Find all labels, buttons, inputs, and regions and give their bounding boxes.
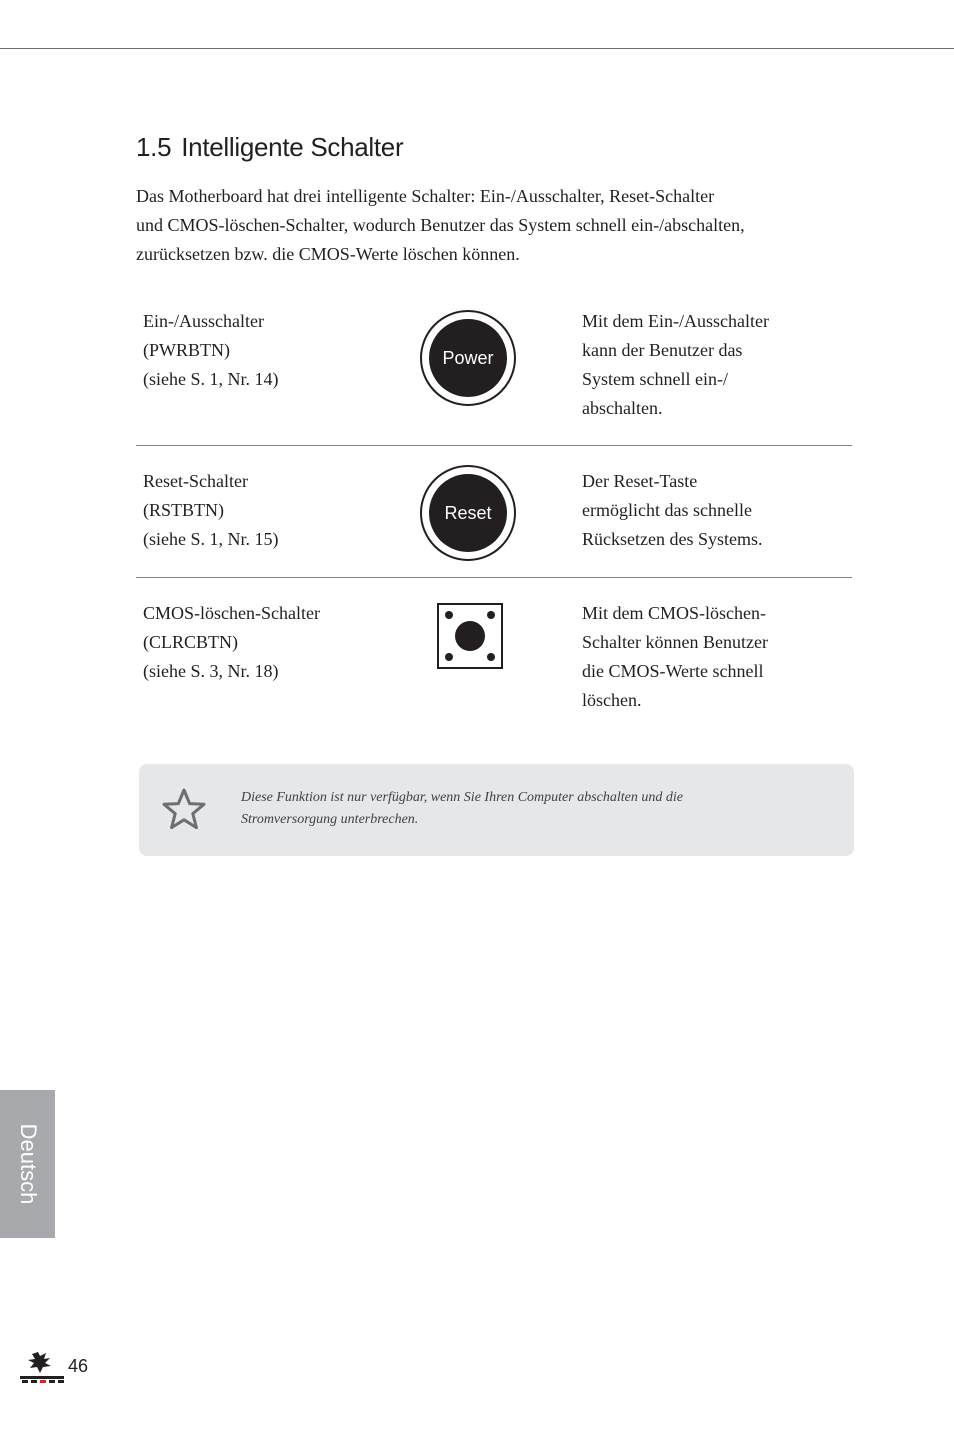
switch-header: (CLRCBTN) [143,632,239,652]
reset-button-label: Reset [429,474,507,552]
switch-name-block [143,599,320,686]
description-line: abschalten. [582,398,663,418]
description-line: ermöglicht das schnelle [582,500,752,520]
intro-line: zurücksetzen bzw. die CMOS-Werte löschen können. [136,244,520,264]
switch-header: (PWRBTN) [143,340,230,360]
note-line: Stromversorgung unterbrechen. [241,812,419,827]
language-tab-label: Deutsch [15,1123,41,1205]
section-number: 1.5 [136,132,172,162]
switch-name-block [143,467,278,554]
note-text [241,787,683,831]
intro-line: Das Motherboard hat drei intelligente Schalter: Ein-/Ausschalter, Reset-Schalter [136,186,715,206]
language-tab [0,1090,55,1238]
description-line: Mit dem CMOS-löschen- [582,603,766,623]
description-line: System schnell ein-/ [582,369,728,389]
intro-line: und CMOS-löschen-Schalter, wodurch Benutzer das System schnell ein-/abschalten, [136,215,745,235]
row-divider [136,577,852,578]
page-number: 46 [68,1356,89,1376]
switch-name: Ein-/Ausschalter [143,311,264,331]
switch-pin [445,653,453,661]
intro-paragraph [136,182,836,269]
top-rule [0,48,954,49]
power-button-label: Power [429,319,507,397]
switch-actuator [455,621,485,651]
switch-name: Reset-Schalter [143,471,248,491]
tact-switch-icon [437,603,503,669]
section-title-text: Intelligente Schalter [181,132,404,162]
description-line: die CMOS-Werte schnell [582,661,764,681]
switch-header: (RSTBTN) [143,500,224,520]
switch-description [582,599,768,715]
switch-pin [445,611,453,619]
note-box [139,764,854,856]
switch-reference: (siehe S. 1, Nr. 14) [143,369,279,389]
note-line: Diese Funktion ist nur verfügbar, wenn Sie Ihren Computer abschalten und die [241,790,683,805]
description-line: Schalter können Benutzer [582,632,768,652]
row-divider [136,445,852,446]
phantom-gaming-logo [18,1350,66,1386]
switch-name: CMOS-löschen-Schalter [143,603,320,623]
star-outline-icon [161,787,207,831]
switch-description [582,467,762,554]
description-line: Mit dem Ein-/Ausschalter [582,311,769,331]
description-line: Der Reset-Taste [582,471,698,491]
description-line: Rücksetzen des Systems. [582,529,763,549]
switch-reference: (siehe S. 3, Nr. 18) [143,661,279,681]
switch-pin [487,653,495,661]
reset-button-illustration [420,465,516,561]
section-title [136,132,403,163]
description-line: kann der Benutzer das [582,340,743,360]
switch-name-block [143,307,278,394]
power-button-illustration [420,310,516,406]
description-line: löschen. [582,690,642,710]
switch-reference: (siehe S. 1, Nr. 15) [143,529,279,549]
switch-description [582,307,769,423]
switch-pin [487,611,495,619]
